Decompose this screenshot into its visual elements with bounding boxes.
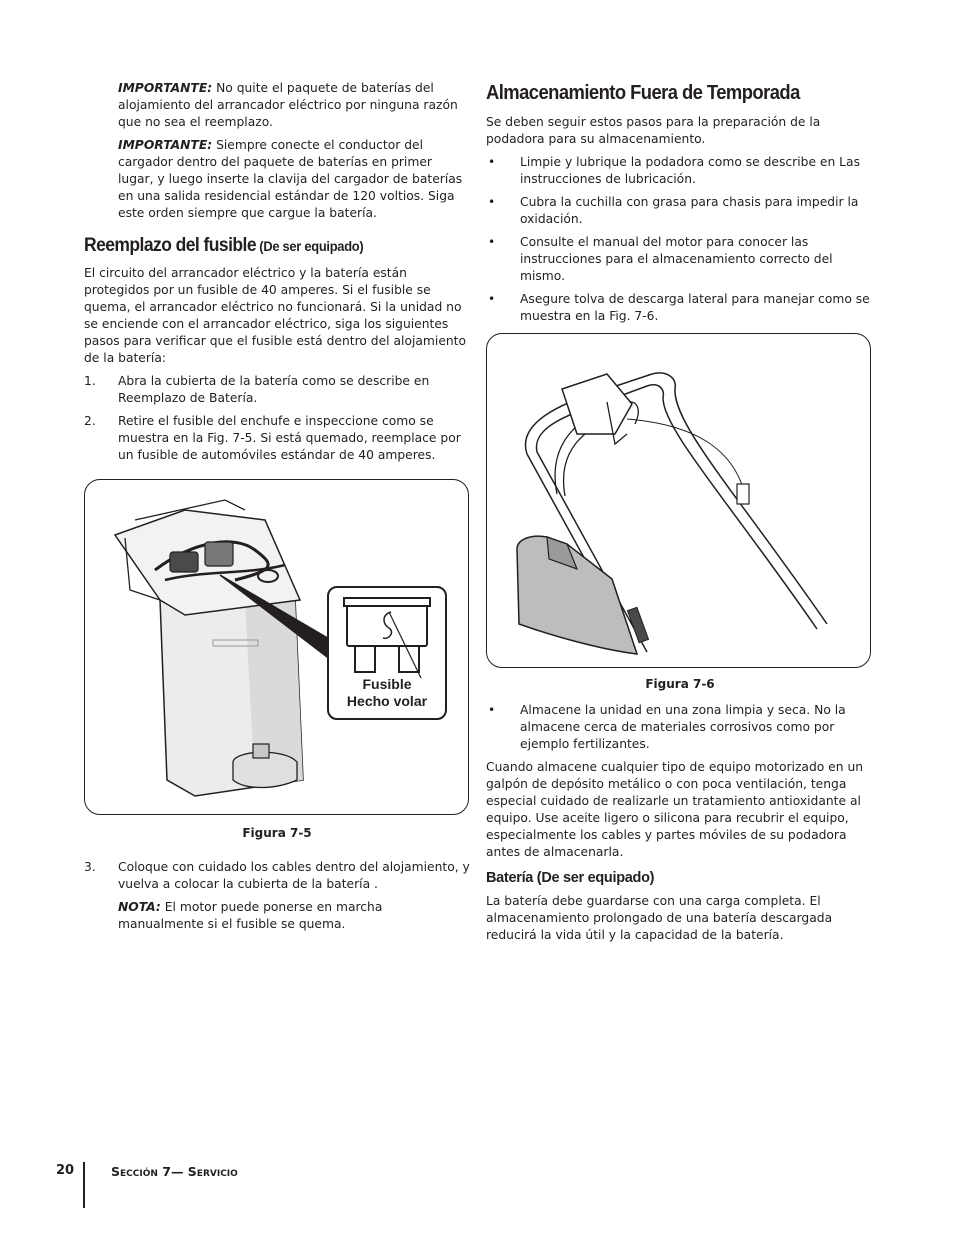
step-number: 1. [84,374,96,388]
bullet-mark: • [488,292,496,306]
section-title: Sección 7— Servicio [111,1164,238,1179]
step-3 [84,859,470,893]
step-number: 2. [84,414,96,428]
bullet-text: Consulte el manual del motor para conocer las instrucciones para el almacenamiento correcto del mismo. [520,235,833,283]
fuse-icon [331,590,443,680]
step-text: Abra la cubierta de la batería como se describe en Reemplazo de Batería. [118,374,430,405]
off-season-storage-heading: Almacenamiento Fuera de Temporada [486,82,800,104]
storage-bullet [486,702,874,753]
important-text: No quite el paquete de baterías del alojamiento del arrancador eléctrico por ninguna razón que no sea el reemplazo. [118,81,458,129]
figure-7-5 [84,479,469,815]
mower-handle-illustration [487,334,870,667]
bullet-text: Almacene la unidad en una zona limpia y seca. No la almacene cerca de materiales corrosivos como por ejemplo fertilizantes. [520,703,846,751]
fuse-intro-paragraph: El circuito del arrancador eléctrico y la batería están protegidos por un fusible de 40 amperes. Si el fusible se quema, el arrancador eléctrico no funcionará. Si la unidad no se enciende con el arrancador eléctrico, siga los siguientes pasos para verificar que el fusible está dentro del alojamiento de la batería: [84,266,467,365]
battery-subheading: Batería (De ser equipado) [486,870,655,886]
heading-main: Reemplazo del fusible [84,235,256,256]
step-text: Coloque con cuidado los cables dentro del alojamiento, y vuelva a colocar la cubierta de la batería . [118,860,470,891]
figure-7-6-caption: Figura 7-6 [645,677,715,691]
important-note-2 [84,137,470,222]
battery-paragraph: La batería debe guardarse con una carga completa. El almacenamiento prolongado de una batería descargada reducirá la vida útil y la capacidad de la batería. [486,894,833,942]
note-text: El motor puede ponerse en marcha manualmente si el fusible se quema. [118,900,383,931]
step-text: Retire el fusible del enchufe e inspeccione como se muestra en la Fig. 7-5. Si está quemado, reemplace por un fusible de automóviles estándar de 40 amperes. [118,414,461,462]
figure-7-5-caption: Figura 7-5 [242,826,312,840]
note-label: NOTA: [118,900,161,914]
bullet-text: Limpie y lubrique la podadora como se describe en Las instrucciones de lubricación. [520,155,860,186]
storage-intro: Se deben seguir estos pasos para la preparación de la podadora para su almacenamiento. [486,115,821,146]
heading-sub: (De ser equipado) [255,238,364,254]
bullet-text: Cubra la cuchilla con grasa para chasis para impedir la oxidación. [520,195,859,226]
bullet-text: Asegure tolva de descarga lateral para manejar como se muestra en la Fig. 7-6. [520,292,870,323]
important-text: Siempre conecte el conductor del cargador dentro del paquete de baterías en primer lugar, y luego inserte la clavija del cargador de baterías en una salida residencial estándar de 120 voltios. Siga este orden siempre que cargue la batería. [118,138,463,220]
storage-bullet [486,234,874,285]
figure-7-6 [486,333,871,668]
step-number: 3. [84,860,96,874]
important-label: IMPORTANTE: [118,81,213,95]
storage-bullet [486,194,874,228]
right-column [486,80,874,944]
bullet-mark: • [488,195,496,209]
step-1 [84,373,470,407]
storage-bullet [486,291,874,325]
callout-line-1: Fusible [362,676,412,692]
blown-fuse-callout [327,586,447,720]
left-column [84,80,470,933]
bullet-mark: • [488,235,496,249]
fuse-replacement-heading [84,235,439,257]
important-note-1 [84,80,470,131]
footer-divider [83,1162,85,1208]
page-number: 20 [56,1163,75,1178]
important-label: IMPORTANTE: [118,138,213,152]
callout-label [329,676,445,710]
callout-line-2: Hecho volar [346,693,428,709]
storage-paragraph: Cuando almacene cualquier tipo de equipo motorizado en un galpón de depósito metálico o con poca ventilación, tenga especial cuidado de realizarle un tratamiento antioxidante al equipo. Use aceite ligero o silicona para recubrir el equipo, especialmente los cables y partes móviles de su podadora antes de almacenarla. [486,760,864,859]
step-2 [84,413,470,464]
note [84,899,470,933]
bullet-mark: • [488,703,496,717]
storage-bullet [486,154,874,188]
bullet-mark: • [488,155,496,169]
